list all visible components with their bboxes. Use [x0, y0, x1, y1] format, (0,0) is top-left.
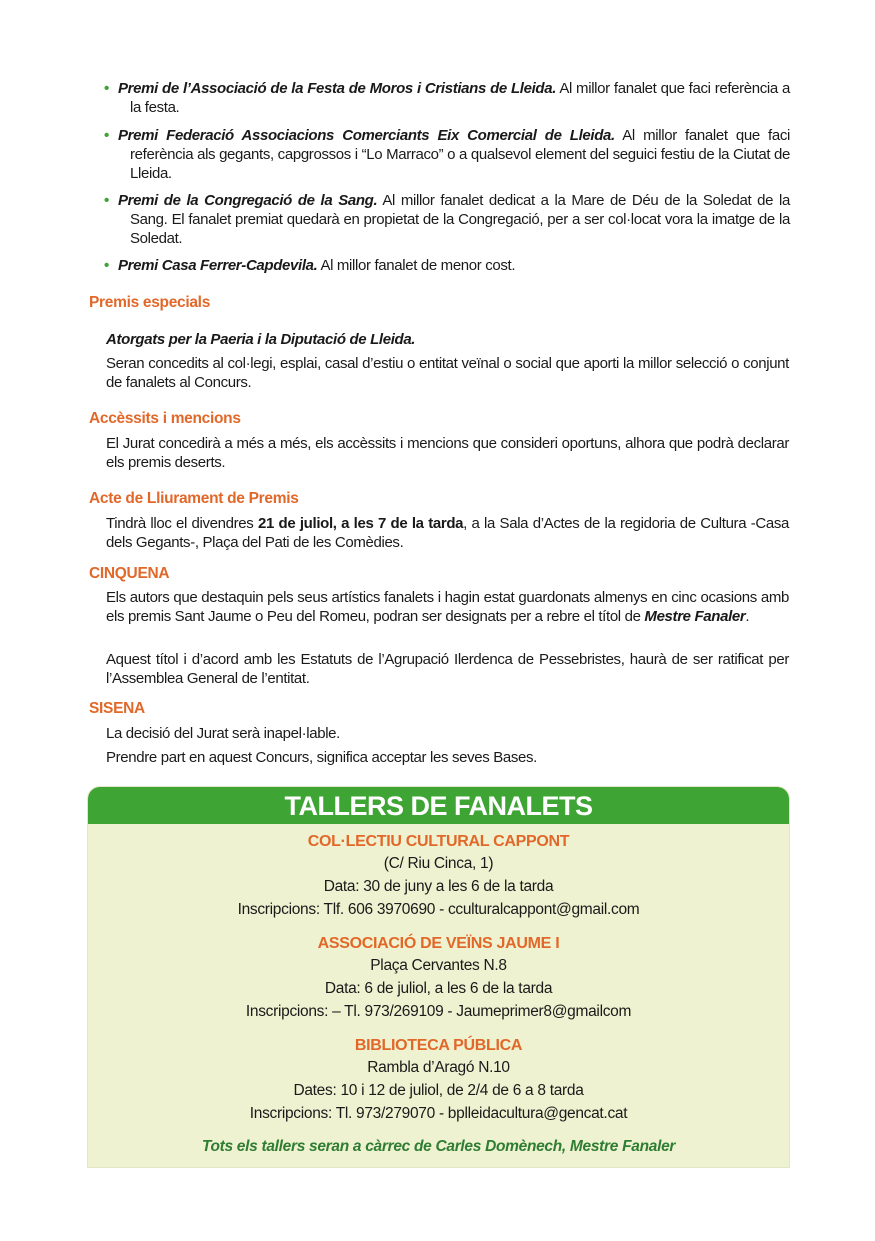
section-heading-premis-especials: Premis especials: [89, 294, 211, 311]
tallers-footer-note: Tots els tallers seran a càrrec de Carles Domènech, Mestre Fanaler: [201, 1138, 676, 1155]
workshop-date: Data: 30 de juny a les 6 de la tarda: [323, 878, 554, 895]
acte-text-start: Tindrà lloc el divendres: [106, 515, 258, 532]
prize-description: Al millor fanalet que faci referència als gegants, capgrossos i “Lo Marraco” o a qualsevol element del seguici festiu de la Ciutat de Lleida.: [130, 127, 790, 182]
workshop-address: Plaça Cervantes N.8: [370, 957, 507, 974]
prize-item: [104, 256, 790, 275]
bullet-icon: •: [104, 127, 109, 144]
workshop-name: COL·LECTIU CULTURAL CAPPONT: [307, 833, 570, 850]
workshop-name: BIBLIOTECA PÚBLICA: [354, 1037, 523, 1054]
workshop-contact: Inscripcions: Tlf. 606 3970690 - cculturalcappont@gmail.com: [237, 901, 640, 918]
prize-description: Al millor fanalet de menor cost.: [317, 257, 516, 274]
section-heading-acte: Acte de Lliurament de Premis: [89, 490, 299, 507]
prize-item: [104, 79, 790, 117]
tallers-title: TALLERS DE FANALETS: [88, 787, 789, 824]
prize-description: Al millor fanalet que faci referència a la festa.: [130, 80, 791, 116]
bullet-icon: •: [104, 80, 109, 97]
workshop-contact: Inscripcions: – Tl. 973/269109 - Jaumeprimer8@gmailcom: [245, 1003, 632, 1020]
bullet-icon: •: [104, 192, 109, 209]
cinquena-paragraph-2: Aquest títol i d’acord amb les Estatuts de l’Agrupació Ilerdenca de Pessebristes, haurà de ser ratificat per l’Assemblea General de l’entitat.: [106, 651, 789, 687]
section-heading-cinquena: CINQUENA: [89, 565, 170, 582]
workshop-address: (C/ Riu Cinca, 1): [383, 855, 494, 872]
tallers-box: [88, 787, 789, 1167]
accessits-text: El Jurat concedirà a més a més, els accèssits i mencions que consideri oportuns, alhora que podrà declarar els premis deserts.: [106, 435, 789, 471]
premis-especials-text: Seran concedits al col·legi, esplai, casal d’estiu o entitat veïnal o social que aporti la millor selecció o conjunt de fanalets al Concurs.: [106, 355, 789, 391]
period: .: [745, 608, 750, 625]
workshop-address: Rambla d’Aragó N.10: [367, 1059, 510, 1076]
acte-date: 21 de juliol, a les 7 de la tarda: [258, 515, 464, 532]
prize-item: [104, 191, 790, 248]
prize-title: Premi Casa Ferrer-Capdevila.: [118, 257, 318, 274]
mestre-fanaler-title: Mestre Fanaler: [644, 608, 746, 625]
prize-title: Premi Federació Associacions Comerciants Eix Comercial de Lleida.: [118, 127, 615, 144]
cinquena-text: Els autors que destaquin pels seus artístics fanalets i hagin estat guardonats almenys en cinc ocasions amb els premis Sant Jaume o Peu del Romeu, podran ser designats per a rebre el títol de: [106, 589, 789, 625]
sisena-paragraph-2: Prendre part en aquest Concurs, significa acceptar les seves Bases.: [106, 749, 537, 766]
workshop-name: ASSOCIACIÓ DE VEÏNS JAUME I: [317, 935, 560, 952]
section-heading-accessits: Accèssits i mencions: [89, 410, 241, 427]
acte-text: [106, 514, 789, 552]
sisena-paragraph-1: La decisió del Jurat serà inapel·lable.: [106, 725, 340, 742]
bullet-icon: •: [104, 257, 109, 274]
acte-text-end: , a la Sala d’Actes de la regidoria de Cultura -Casa dels Gegants-, Plaça del Pati de les Comèdies.: [106, 515, 789, 551]
workshop-contact: Inscripcions: Tl. 973/279070 - bplleidacultura@gencat.cat: [249, 1105, 628, 1122]
prize-title: Premi de l’Associació de la Festa de Moros i Cristians de Lleida.: [118, 80, 557, 97]
cinquena-paragraph-1: [106, 588, 789, 626]
prize-title: Premi de la Congregació de la Sang.: [118, 192, 378, 209]
premis-especials-subtitle: Atorgats per la Paeria i la Diputació de Lleida.: [106, 331, 416, 348]
prize-description: Al millor fanalet dedicat a la Mare de Déu de la Soledat de la Sang. El fanalet premiat quedarà en propietat de la Congregació, per a ser col·locat vora la imatge de la Soledat.: [130, 192, 791, 247]
workshop-date: Data: 6 de juliol, a les 6 de la tarda: [324, 980, 553, 997]
workshop-date: Dates: 10 i 12 de juliol, de 2/4 de 6 a 8 tarda: [293, 1082, 584, 1099]
section-heading-sisena: SISENA: [89, 700, 145, 717]
prize-item: [104, 126, 790, 183]
